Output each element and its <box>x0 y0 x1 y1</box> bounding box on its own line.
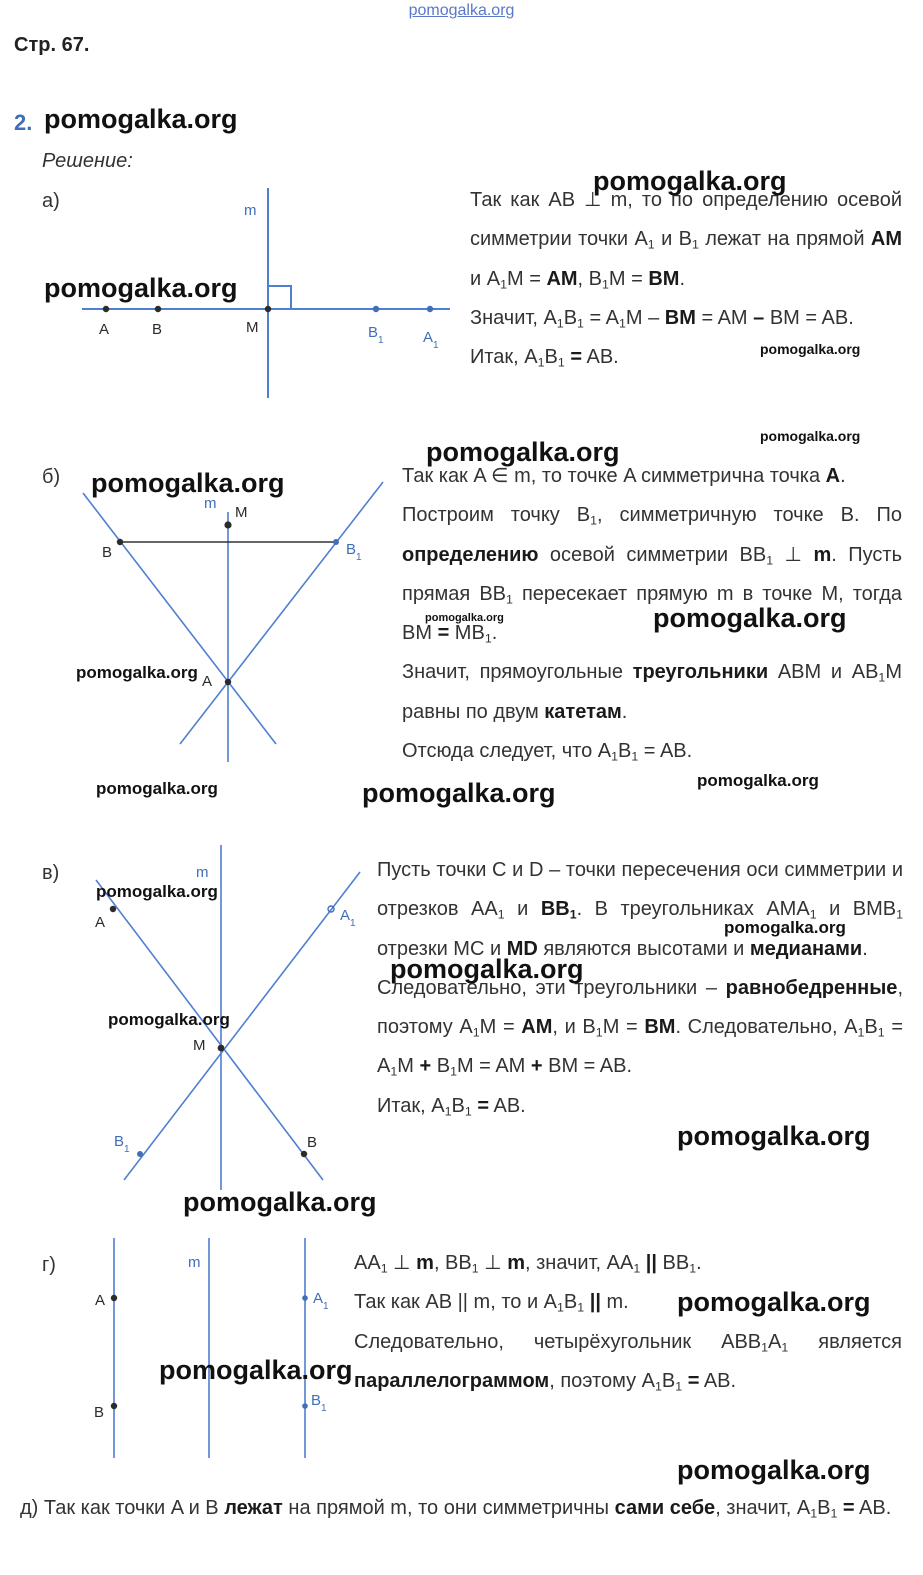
part-b-label-m: m <box>204 495 217 512</box>
watermark-text: pomogalka.org <box>425 612 504 624</box>
part-g-paragraph: Так как AB || m, то и $A_1B_1$ || m. <box>354 1291 629 1315</box>
part-b-label-b: B <box>102 544 113 561</box>
part-a-label-b: B <box>152 321 163 338</box>
part-g-point-b <box>111 1403 117 1409</box>
part-v-label-m: m <box>196 864 209 881</box>
part-g-point-b1 <box>302 1403 308 1409</box>
part-a-label-b1: $B_1$ <box>368 324 384 346</box>
part-b-label-b1: $B_1$ <box>346 541 362 563</box>
watermark-text: pomogalka.org <box>108 1010 230 1029</box>
part-g-label-b1: $B_1$ <box>311 1392 327 1414</box>
watermark-text: pomogalka.org <box>362 778 556 808</box>
watermark-text: pomogalka.org <box>390 954 584 984</box>
part-g-label-b: B <box>94 1404 105 1421</box>
part-v-paragraph: Итак, $A_1B_1$ = AB. <box>377 1094 526 1119</box>
part-v-label: в) <box>42 862 60 884</box>
page-reference: Стр. 67. <box>14 34 90 56</box>
watermark-text: pomogalka.org <box>44 273 238 303</box>
watermark-text: pomogalka.org <box>653 603 847 633</box>
part-g-label-a1: $A_1$ <box>313 1290 329 1312</box>
part-b-paragraph: Значит, прямоугольные треугольники ABM и $AB_1M$ равны по двум катетам. <box>402 661 902 723</box>
watermark-text: pomogalka.org <box>697 771 819 790</box>
part-d-text <box>20 1489 902 1528</box>
part-v-label-a: A <box>95 914 106 931</box>
part-d-paragraph: д) Так как точки A и B лежат на прямой m, то они симметричны сами себе, значит, $A_1B_1$ = AB. <box>20 1497 892 1521</box>
part-a-label-m: m <box>244 202 257 219</box>
watermark-text: pomogalka.org <box>724 918 846 937</box>
part-v-label-a1: $A_1$ <box>340 907 356 929</box>
part-a-label-mpt: M <box>246 319 259 336</box>
part-a-paragraph: Значит, $A_1B_1 = A_1M$ – BM = AM – BM = AB. <box>470 306 854 331</box>
watermark-text: pomogalka.org <box>96 779 218 798</box>
watermark-text: pomogalka.org <box>593 166 787 196</box>
part-v-label-mpt: M <box>193 1037 206 1054</box>
part-b-paragraph: Так как A ∈ m, то точке A симметрична точка A. <box>402 465 846 487</box>
top-watermark-link[interactable]: pomogalka.org <box>408 2 515 19</box>
part-a-label-a: A <box>99 321 110 338</box>
watermark-text: pomogalka.org <box>677 1287 871 1317</box>
part-v-label-b: B <box>307 1134 318 1151</box>
part-g-label-m: m <box>188 1254 201 1271</box>
part-a-paragraph: Так как AB ⊥ m, то по определению осевой симметрии точки $A_1$ и $B_1$ лежат на прямой AM и $A_1M$ = AM, $B_1M$ = BM. <box>470 189 902 292</box>
part-v-label-b1: $B_1$ <box>114 1133 130 1155</box>
part-b-label: б) <box>42 466 61 488</box>
part-g-label-a: A <box>95 1292 106 1309</box>
part-g-point-a <box>111 1295 117 1301</box>
part-a-label-a1: $A_1$ <box>423 329 439 351</box>
watermark-text: pomogalka.org <box>159 1355 353 1385</box>
part-b-paragraph: Отсюда следует, что $A_1B_1$ = AB. <box>402 740 693 764</box>
part-v-paragraph: Пусть точки C и D – точки пересечения оси симметрии и отрезков $AA_1$ и $BB_1$. В треугольниках $AMA_1$ и $BMB_1$ отрезки MC и MD являются высотами и медианами. <box>377 859 904 960</box>
part-g-point-a1 <box>302 1295 308 1301</box>
part-g-paragraph: $AA_1$ ⊥ m, $BB_1$ ⊥ m, значит, $AA_1$ || $BB_1$. <box>354 1252 702 1276</box>
task-heading-watermark: pomogalka.org <box>44 104 238 134</box>
task-number: 2. <box>14 110 33 135</box>
part-v-paragraph: Следовательно, эти треугольники – равнобедренные, поэтому $A_1M$ = AM, и $B_1M$ = BM. Следовательно, $A_1B_1 = A_1M + B_1M$ = AM + BM = AB. <box>377 976 903 1079</box>
part-b-label-a: A <box>202 673 213 690</box>
part-g-paragraph: Следовательно, четырёхугольник $ABB_1A_1$ является параллелограммом, поэтому $A_1B_1$ = AB. <box>354 1330 903 1394</box>
watermark-text: pomogalka.org <box>677 1121 871 1151</box>
part-b-label-mpt: M <box>235 504 248 521</box>
watermark-text: pomogalka.org <box>760 428 861 444</box>
part-a-paragraph: Итак, $A_1B_1$ = AB. <box>470 346 619 370</box>
watermark-text: pomogalka.org <box>76 663 198 682</box>
watermark-text: pomogalka.org <box>96 882 218 901</box>
solution-label: Решение: <box>42 150 133 172</box>
watermark-text: pomogalka.org <box>677 1455 871 1485</box>
watermark-text: pomogalka.org <box>760 341 861 357</box>
part-b-paragraph: Построим точку $B_1$, симметричную точке B. По определению осевой симметрии $BB_1$ ⊥ m. Пусть прямая $BB_1$ пересекает прямую m в точке M, тогда BM = $MB_1$. <box>402 504 902 646</box>
part-g-text <box>354 1244 902 1401</box>
watermark-text: pomogalka.org <box>183 1187 377 1217</box>
watermark-text: pomogalka.org <box>91 468 285 498</box>
part-a-label: а) <box>42 190 60 212</box>
watermark-text: pomogalka.org <box>426 437 620 467</box>
part-g-label: г) <box>42 1254 56 1276</box>
